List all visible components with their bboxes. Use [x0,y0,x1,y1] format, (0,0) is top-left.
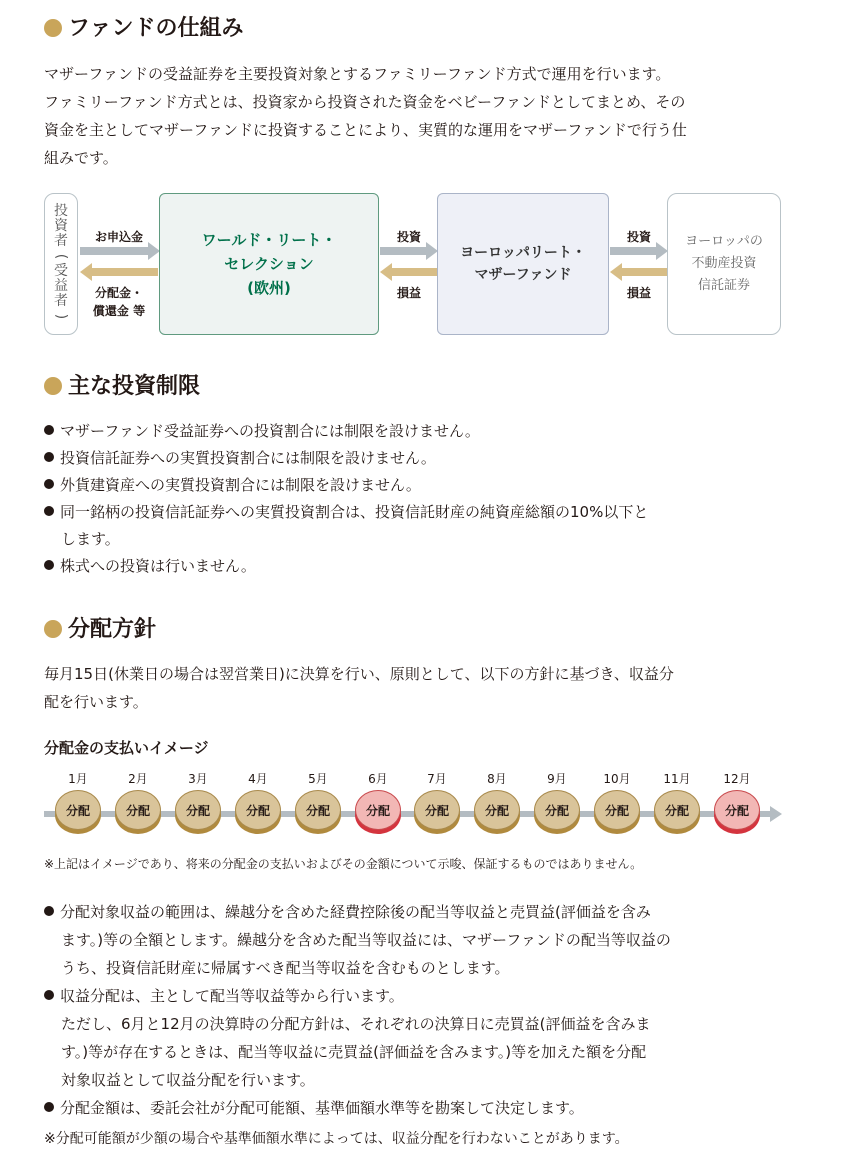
list-item [44,418,794,445]
heading-text: 主な投資制限 [68,374,201,399]
section-heading-investment-limits [44,372,200,402]
item-text: 収益分配は、主として配当等収益等から行います。 [60,987,404,1005]
distribution-coin-icon [534,790,580,834]
target-line: 信託証券 [697,278,750,293]
target-line: ヨーロッパの [685,234,763,249]
list-item [44,472,794,499]
coin-label: 分配 [355,790,401,830]
item-text: 同一銘柄の投資信託証券への実質投資割合は、投資信託財産の純資産総額の10%以下と [60,503,649,521]
image-note: ※上記はイメージであり、将来の分配金の支払いおよびその金額について示唆、保証するものではありません。 [44,857,643,871]
arrow-label-invest-2: 投資 [626,230,651,244]
investment-limits-list [44,418,794,580]
distribution-coin-icon [295,790,341,834]
arrow-label-subscription: お申込金 [94,230,143,244]
bullet-dot-icon [44,560,54,570]
fund-name-line: ワールド・リート・ [201,231,337,249]
heading-text: 分配方針 [68,617,157,642]
item-text: 分配対象収益の範囲は、繰越分を含めた経費控除後の配当等収益と売買益(評価益を含み [60,903,651,921]
distribution-coin-icon [414,790,460,834]
text-line: 分配金・ [94,286,143,300]
list-item [44,898,794,926]
list-item [44,499,794,526]
item-text: 外貨建資産への実質投資割合には制限を設けません。 [60,476,421,494]
distribution-coin-icon [355,790,401,834]
arrow-return-1 [380,263,438,281]
list-item [44,1094,794,1122]
coin-label: 分配 [654,790,700,830]
target-line: 不動産投資 [691,256,757,271]
text-line: 配を行います。 [44,693,148,711]
item-text: 投資信託証券への実質投資割合には制限を設けません。 [60,449,436,467]
investor-char: 投 [54,203,68,219]
fund-name-line: セレクション [224,255,314,273]
month-label: 10月 [603,772,631,786]
distribution-coin-icon [474,790,520,834]
bullet-dot-icon [44,506,54,516]
item-text-cont: 対象収益として収益分配を行います。 [61,1071,315,1089]
distribution-policy-list [44,898,794,1122]
distribution-image-title: 分配金の支払いイメージ [44,739,209,757]
month-label: 7月 [427,772,447,786]
heading-text: ファンドの仕組み [68,16,244,41]
coin-label: 分配 [414,790,460,830]
text-line: 組みです。 [44,149,118,167]
coin-label: 分配 [115,790,161,830]
bullet-dot-icon [44,906,54,916]
arrow-return-2 [610,263,668,281]
investor-char: 受 [54,263,68,279]
investor-char: ) [53,313,70,320]
arrow-label-return-2: 損益 [626,286,651,300]
mother-fund-box [437,193,609,335]
bullet-dot-icon [44,1102,54,1112]
coin-label: 分配 [714,790,760,830]
distribution-coin-icon [55,790,101,834]
arrow-label-return-1: 損益 [396,286,421,300]
text-line: ファミリーファンド方式とは、投資家から投資された資金をベビーファンドとしてまとめ、その [44,93,686,111]
distribution-coin-icon [594,790,640,834]
coin-label: 分配 [55,790,101,830]
investor-char: ( [53,253,70,260]
bullet-dot-icon [44,990,54,1000]
arrow-distribution [80,263,158,281]
investor-char: 益 [54,278,68,294]
list-item [44,553,794,580]
coin-label: 分配 [235,790,281,830]
item-text-cont: す。)等が存在するときは、配当等収益に売買益(評価益を含みます。)等を加えた額を分配 [61,1043,647,1061]
text-line: 毎月15日(休業日の場合は翌営業日)に決算を行い、原則として、以下の方針に基づき、収益分 [44,665,674,683]
arrow-label-distribution [84,284,154,320]
mother-fund-line: マザーファンド [474,267,572,283]
item-text-cont: します。 [61,530,120,548]
text-line: 資金を主としてマザーファンドに投資することにより、実質的な運用をマザーファンドで行う仕 [44,121,687,139]
bullet-circle-icon [44,377,62,395]
distribution-policy-description [44,660,794,716]
mother-fund-line: ヨーロッパリート・ [460,245,586,261]
investor-char: 者 [54,233,68,249]
month-label: 9月 [547,772,567,786]
distribution-coin-icon [714,790,760,834]
fund-name-line: (欧州) [247,279,291,297]
footnote: ※分配可能額が少額の場合や基準価額水準によっては、収益分配を行わないことがあります。 [44,1131,629,1147]
investor-char: 資 [54,218,68,234]
coin-label: 分配 [295,790,341,830]
item-text-cont: ます。)等の全額とします。繰越分を含めた配当等収益には、マザーファンドの配当等収益の [61,931,671,949]
text-line: 償還金 等 [92,304,146,318]
distribution-coin-icon [115,790,161,834]
text-line: マザーファンドの受益証券を主要投資対象とするファミリーファンド方式で運用を行います。 [44,65,671,83]
coin-label: 分配 [594,790,640,830]
arrow-label-invest-1: 投資 [396,230,421,244]
item-text: 株式への投資は行いません。 [60,557,256,575]
item-text-cont: ただし、6月と12月の決算時の分配方針は、それぞれの決算日に売買益(評価益を含みま [61,1015,651,1033]
bullet-circle-icon [44,620,62,638]
section-heading-distribution-policy [44,615,156,645]
investor-char: 者 [54,293,68,309]
fund-box [159,193,379,335]
month-label: 3月 [188,772,208,786]
item-text: 分配金額は、委託会社が分配可能額、基準価額水準等を勘案して決定します。 [60,1099,584,1117]
list-item [44,445,794,472]
coin-label: 分配 [534,790,580,830]
coin-label: 分配 [175,790,221,830]
bullet-dot-icon [44,479,54,489]
item-text-cont: うち、投資信託財産に帰属すべき配当等収益を含むものとします。 [61,959,510,977]
distribution-coin-icon [654,790,700,834]
month-label: 6月 [368,772,388,786]
month-label: 12月 [723,772,751,786]
list-item [44,982,794,1010]
distribution-coin-icon [235,790,281,834]
distribution-coin-icon [175,790,221,834]
item-text: マザーファンド受益証券への投資割合には制限を設けません。 [60,422,480,440]
bullet-dot-icon [44,425,54,435]
month-label: 1月 [68,772,88,786]
month-label: 8月 [487,772,507,786]
bullet-dot-icon [44,452,54,462]
month-label: 2月 [128,772,148,786]
month-label: 11月 [663,772,691,786]
month-label: 4月 [248,772,268,786]
month-label: 5月 [308,772,328,786]
coin-label: 分配 [474,790,520,830]
target-asset-box [667,193,781,335]
